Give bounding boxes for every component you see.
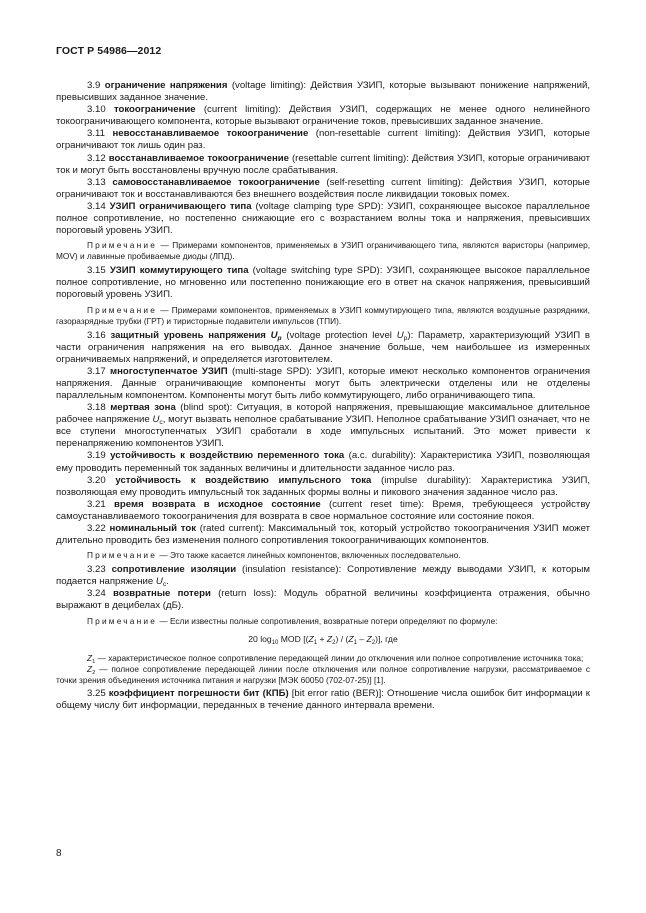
clause-number: 3.22 <box>87 523 106 534</box>
note-label: Примечание <box>87 240 158 251</box>
definition-text: (return loss): Модуль обратной величины коэффициента отражения, обычно выражают в децибелах (дБ). <box>56 588 590 612</box>
term: УЗИП коммутирующего типа <box>109 265 249 277</box>
term: защитный уровень напряжения <box>110 329 266 341</box>
clause-number: 3.14 <box>87 200 106 212</box>
clause-number: 3.9 <box>87 80 101 91</box>
symbol: Z <box>87 663 93 674</box>
clause-number: 3.19 <box>87 450 106 462</box>
note-text: — Примерами компонентов, применяемых в УЗИП ограничивающего типа, являются варисторы (например, MOV) и лавинные пробиваемые диоды (ЛПД). <box>56 240 590 262</box>
term: ограничение напряжения <box>104 80 228 91</box>
definition-3-15 <box>56 265 590 301</box>
term: возвратные потери <box>112 588 211 600</box>
definition-text: (resettable current limiting): Действия УЗИП, которые ограничивают ток и могут быть восстановлены вручную после срабатывания. <box>56 152 590 176</box>
symbol-subscript: p <box>403 334 408 342</box>
definition-text: (impulse durability): Характеристика УЗИП, позволяющая ему проводить импульсный ток заданных формы волны и пикового значения заданное число раз. <box>56 474 591 498</box>
note-text: — Это также касается линейных компонентов, включенных последовательно. <box>157 550 461 561</box>
symbol-subscript: 2 <box>92 669 96 676</box>
page-number: 8 <box>56 848 62 859</box>
symbol: U <box>152 414 160 426</box>
term: самовосстанавливаемое токоограничение <box>112 176 320 188</box>
formula-symbol: Z <box>348 633 354 644</box>
clause-number: 3.13 <box>87 176 106 188</box>
clause-number: 3.17 <box>87 365 106 377</box>
formula-symbol: Z <box>326 633 333 644</box>
definition-text: (self-resetting current limiting): Действия УЗИП, которые ограничивают ток и восстанавливаются без внешнего воздействия после ликвидации токовых помех. <box>56 176 591 200</box>
definition-3-21 <box>56 499 590 523</box>
formula-part: + <box>317 633 327 644</box>
term: устойчивость к воздействию импульсного тока <box>115 474 372 486</box>
symbol-subscript: 1 <box>92 658 96 665</box>
formula-symbol: Z <box>366 633 372 644</box>
formula-subscript: 1 <box>313 639 318 646</box>
formula-legend-z1 <box>56 653 590 664</box>
note-label: Примечание <box>87 304 158 315</box>
note-3-14 <box>56 240 590 262</box>
note-3-24 <box>56 616 590 627</box>
formula-subscript: 10 <box>271 639 279 646</box>
term: УЗИП ограничивающего типа <box>109 200 252 212</box>
note-3-15 <box>56 305 590 327</box>
clause-number: 3.11 <box>87 128 105 140</box>
definition-text: . <box>166 576 169 588</box>
definition-3-11 <box>56 128 590 152</box>
formula-part: – <box>356 633 367 644</box>
definition-text: [bit error ratio (BER)]: Отношение числа ошибок бит информации к общему числу бит информации, переданных в течение данного интервала времени. <box>56 687 590 711</box>
note-text: — Примерами компонентов, применяемых в УЗИП коммутирующего типа, являются воздушные разрядники, газоразрядные трубки (ГРТ) и тиристорные подавители импульсов (ТПИ). <box>56 304 590 326</box>
symbol: Z <box>87 652 93 663</box>
symbol: U <box>155 576 163 588</box>
note-label: Примечание <box>87 615 158 626</box>
definition-text: ): Параметр, характеризующий УЗИП в части ограничения напряжения на его выводах. Данное значение больше, чем наибольшее из измеренных ограничиваемых напряжений, и определяется изготовителем. <box>56 329 590 365</box>
return-loss-formula <box>56 633 590 645</box>
definition-text: (a.c. durability): Характеристика УЗИП, позволяющая ему проводить переменный ток заданных величины и длительности заданное число раз. <box>56 450 591 474</box>
definition-text: (voltage protection level <box>281 329 397 341</box>
document-header: ГОСТ Р 54986—2012 <box>56 45 162 57</box>
definition-text: (current reset time): Время, требующееся устройству самоустанавливаемого токоограничения для возврата в свое нормальное состояние или состояние покоя. <box>56 498 591 522</box>
term: устойчивость к воздействию переменного тока <box>110 450 345 462</box>
formula-part: MOD [( <box>278 633 309 644</box>
formula-symbol: Z <box>308 633 314 644</box>
definition-text: (non-resettable current limiting): Действия УЗИП, которые ограничивают ток лишь один раз. <box>56 128 591 152</box>
definition-text: (current limiting): Действия УЗИП, содержащих не менее одного нелинейного токоограничивающего компонента, которые вызывают ограничение токов, превысивших заданное значение. <box>56 104 591 128</box>
definition-text: (rated current): Максимальный ток, который устройство токоограничения УЗИП может длительно проводить без изменения полного сопротивления токоограничивающих компонентов. <box>56 523 591 547</box>
definition-text: , могут вызвать неполное срабатывание УЗИП. Неполное срабатывание УЗИП означает, что не все ступени многоступенчатых УЗИП сработали в ходе импульсных испытаний. Это может привести к перенапряжению компонентов УЗИП. <box>56 414 590 450</box>
definition-3-20 <box>56 475 590 499</box>
formula-part: )], где <box>375 633 398 644</box>
formula-subscript: 2 <box>332 639 336 646</box>
term: мертвая зона <box>110 402 176 414</box>
note-text: — Если известны полные сопротивления, возвратные потери определяют по формуле: <box>157 615 498 626</box>
symbol: U <box>396 329 404 341</box>
formula-part: ) / ( <box>335 633 349 644</box>
definition-3-17 <box>56 366 590 402</box>
term: многоступенчатое УЗИП <box>110 365 228 377</box>
definition-3-23 <box>56 564 590 588</box>
clause-number: 3.12 <box>87 152 106 164</box>
symbol-subscript: c <box>162 581 167 589</box>
symbol: U <box>270 329 278 341</box>
formula-subscript: 1 <box>353 639 357 646</box>
clause-number: 3.21 <box>87 498 106 510</box>
clause-number: 3.20 <box>87 474 106 486</box>
term: номинальный ток <box>109 523 197 534</box>
definition-text: (blind spot): Ситуация, в которой напряжения, превышающие максимальное длительное рабочее напряжение <box>56 402 590 426</box>
clause-number: 3.25 <box>87 687 106 699</box>
clause-number: 3.18 <box>87 402 106 414</box>
legend-text: — характеристическое полное сопротивление передающей линии до отключения или полное сопротивление источника тока; <box>95 652 584 663</box>
definition-text: (voltage clamping type SPD): УЗИП, сохраняющее высокое параллельное полное сопротивление, но постепенно снижающие его с возрастанием волны тока и напряжения, превысивших пороговый уровень УЗИП. <box>56 200 591 237</box>
definition-3-25 <box>56 688 590 712</box>
term: восстанавливаемое токоограничение <box>108 152 289 164</box>
definition-text: (insulation resistance): Сопротивление между выводами УЗИП, к которым подается напряжение <box>56 564 590 588</box>
definition-3-9 <box>56 80 590 104</box>
clause-number: 3.24 <box>87 588 106 600</box>
clause-number: 3.15 <box>87 265 106 277</box>
term: токоограничение <box>113 104 196 116</box>
definition-text: (voltage limiting): Действия УЗИП, которые вызывают понижение напряжений, превысивших заданное значение. <box>56 80 590 104</box>
definition-3-10 <box>56 104 590 128</box>
term: невосстанавливаемое токоограничение <box>112 128 309 140</box>
symbol-subscript: c <box>159 419 163 427</box>
definition-3-14 <box>56 201 590 237</box>
definition-3-24 <box>56 588 590 612</box>
clause-number: 3.16 <box>87 329 106 341</box>
definition-3-12 <box>56 153 590 177</box>
term: коэффициент погрешности бит (КПБ) <box>108 687 289 699</box>
formula-part: 20 log <box>248 633 272 644</box>
note-3-22 <box>56 550 590 561</box>
formula-subscript: 2 <box>371 639 376 646</box>
definition-3-22 <box>56 523 590 547</box>
definition-text: (voltage switching type SPD): УЗИП, сохраняющее высокое параллельное полное сопротивление, но мгновенно или постепенно понижающие его в ответ на скачок напряжения, превысивший пороговый уровень УЗИП. <box>56 265 590 301</box>
formula-legend-z2 <box>56 664 590 686</box>
definition-3-19 <box>56 450 590 474</box>
definition-3-16 <box>56 330 590 366</box>
clause-number: 3.10 <box>87 104 106 116</box>
definition-3-13 <box>56 177 590 201</box>
definition-3-18 <box>56 402 590 450</box>
document-body <box>56 80 590 712</box>
clause-number: 3.23 <box>87 564 106 576</box>
note-label: Примечание <box>87 550 158 561</box>
legend-text: — полное сопротивление передающей линии после отключения или полное сопротивление нагрузки, рассматриваемое с точки зрения объединения источника питания и нагрузки [МЭК 60050 (702-07-25)] [1]. <box>56 663 590 685</box>
term: время возврата в исходное состояние <box>114 498 321 510</box>
term: сопротивление изоляции <box>111 564 237 576</box>
symbol-subscript: p <box>277 334 282 342</box>
definition-text: (multi-stage SPD): УЗИП, которые имеют несколько компонентов ограничения напряжения. Данные ограничивающие компоненты могут быть электрически отделены или не отделены параллельным компонентом. Компоненты могут быть либо коммутирующего, либо ограничивающего типа. <box>56 365 591 401</box>
